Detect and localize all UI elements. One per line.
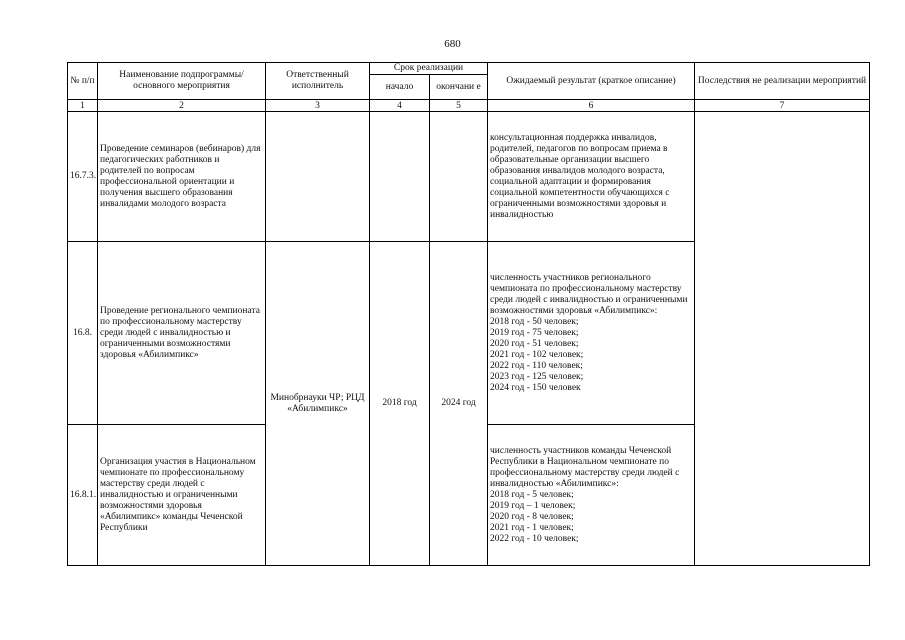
end-year: 2024 год (430, 242, 488, 566)
row-number: 16.8.1. (68, 425, 98, 566)
result-line: консультационная поддержка инвалидов, родителей, педагогов по вопросам приема в образовательные организации высшего образования инвалидов молодого возраста, социальной адаптации и формирования социальной компетентности обучающихся с ограниченными возможностями здоровья и инвалидностью (490, 132, 670, 220)
end-cell-empty (430, 112, 488, 242)
page-number: 680 (444, 38, 461, 50)
expected-result (488, 112, 695, 242)
start-cell-empty (370, 112, 430, 242)
row-number: 16.8. (68, 242, 98, 425)
result-line: 2021 год - 102 человек; (490, 349, 584, 360)
result-line: 2019 год - 75 человек; (490, 327, 579, 338)
result-line: 2022 год - 10 человек; (490, 533, 579, 544)
column-index-row (68, 100, 870, 112)
result-line: численность участников регионального чемпионата по профессиональному мастерству среди людей с инвалидностью и ограниченными возможностями здоровья «Абилимпикс»: (490, 272, 688, 316)
executor-cell-empty (266, 112, 370, 242)
measure-name: Проведение семинаров (вебинаров) для педагогических работников и родителей по вопросам профессиональной ориентации и получения высшего образования инвалидами молодого возраста (98, 112, 266, 242)
header-consequences: Последствия не реализации мероприятий (695, 63, 870, 100)
result-line: 2021 год - 1 человек; (490, 522, 574, 533)
result-list (490, 133, 692, 221)
start-year: 2018 год (370, 242, 430, 566)
column-index: 2 (98, 100, 266, 112)
result-list (490, 273, 692, 394)
column-index: 7 (695, 100, 870, 112)
result-line: 2023 год - 125 человек; (490, 371, 584, 382)
column-index: 6 (488, 100, 695, 112)
header-name: Наименование подпрограммы/ основного мероприятия (98, 63, 266, 100)
expected-result (488, 242, 695, 425)
measure-name: Проведение регионального чемпионата по профессиональному мастерству среди людей с инвалидностью и ограниченными возможностями здоровья «Абилимпикс» (98, 242, 266, 425)
plan-table (67, 62, 870, 566)
header-term: Срок реализации (370, 63, 488, 75)
executor-cell: Минобрнауки ЧР; РЦД «Абилимпикс» (266, 242, 370, 566)
row-number: 16.7.3. (68, 112, 98, 242)
result-line: 2019 год – 1 человек; (490, 500, 576, 511)
header-term-end: окончани е (430, 75, 488, 100)
header-row (68, 63, 870, 75)
result-line: 2024 год - 150 человек (490, 382, 581, 393)
measure-name: Организация участия в Национальном чемпионате по профессиональному мастерству среди людей с инвалидностью и ограниченными возможностями здоровья «Абилимпикс» команды Чеченской Республики (98, 425, 266, 566)
result-line: 2020 год - 51 человек; (490, 338, 579, 349)
result-line: 2018 год - 50 человек; (490, 316, 579, 327)
table-row (68, 112, 870, 242)
column-index: 5 (430, 100, 488, 112)
result-line: 2018 год - 5 человек; (490, 489, 574, 500)
result-line: численность участников команды Чеченской Республики в Национальном чемпионате по профессиональному мастерству среди людей с инвалидностью «Абилимпикс»: (490, 445, 680, 489)
header-term-start: начало (370, 75, 430, 100)
column-index: 3 (266, 100, 370, 112)
header-executor: Ответственный исполнитель (266, 63, 370, 100)
result-line: 2022 год - 110 человек; (490, 360, 583, 371)
result-line: 2020 год - 8 человек; (490, 511, 574, 522)
result-list (490, 446, 692, 545)
consequences-cell (695, 112, 870, 566)
header-num: № п/п (68, 63, 98, 100)
column-index: 4 (370, 100, 430, 112)
expected-result (488, 425, 695, 566)
column-index: 1 (68, 100, 98, 112)
header-result: Ожидаемый результат (краткое описание) (488, 63, 695, 100)
